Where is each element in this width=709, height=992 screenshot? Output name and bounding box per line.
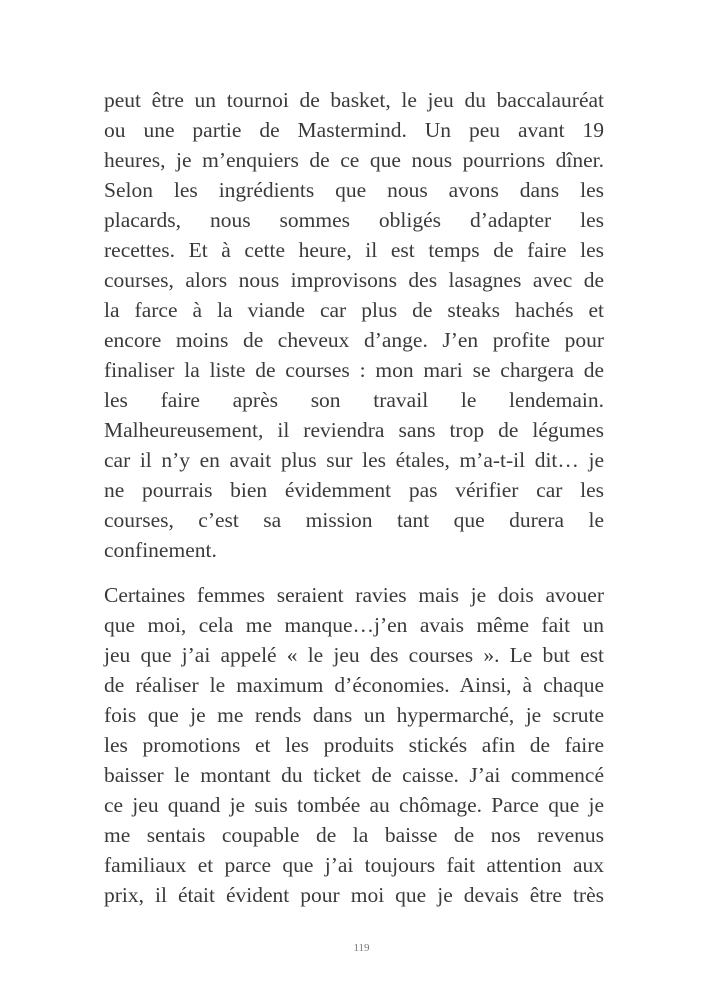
text-line: peut être un tournoi de basket, le jeu du baccalauréat: [104, 88, 604, 112]
text-line: me sentais coupable de la baisse de nos revenus: [104, 823, 604, 847]
text-line: placards, nous sommes obligés d’adapter les: [104, 208, 604, 232]
text-line: les faire après son travail le lendemain.: [104, 388, 604, 412]
text-line: courses, c’est sa mission tant que durera le: [104, 508, 604, 532]
text-line: finaliser la liste de courses : mon mari se chargera de: [104, 358, 604, 382]
text-line: que moi, cela me manque…j’en avais même fait un: [104, 613, 604, 637]
text-line: heures, je m’enquiers de ce que nous pourrions dîner.: [104, 148, 604, 172]
text-line: baisser le montant du ticket de caisse. J’ai commencé: [104, 763, 604, 787]
text-line: jeu que j’ai appelé « le jeu des courses ». Le but est: [104, 643, 604, 667]
text-line: ou une partie de Mastermind. Un peu avant 19: [104, 118, 604, 142]
text-line: fois que je me rends dans un hypermarché, je scrute: [104, 703, 604, 727]
page-number: 119: [353, 942, 370, 954]
text-line: encore moins de cheveux d’ange. J’en profite pour: [104, 328, 604, 352]
text-line: recettes. Et à cette heure, il est temps de faire les: [104, 238, 604, 262]
page-body-text: [104, 85, 604, 910]
text-line: prix, il était évident pour moi que je devais être très: [104, 883, 604, 907]
text-line: la farce à la viande car plus de steaks hachés et: [104, 298, 604, 322]
text-line: de réaliser le maximum d’économies. Ainsi, à chaque: [104, 673, 604, 697]
text-line: Malheureusement, il reviendra sans trop de légumes: [104, 418, 604, 442]
text-line: courses, alors nous improvisons des lasagnes avec de: [104, 268, 604, 292]
paragraph-1: [104, 85, 604, 565]
text-line: les promotions et les produits stickés afin de faire: [104, 733, 604, 757]
text-line: Certaines femmes seraient ravies mais je dois avouer: [104, 583, 604, 607]
paragraph-2: [104, 580, 604, 910]
text-line: ne pourrais bien évidemment pas vérifier car les: [104, 478, 604, 502]
text-line: car il n’y en avait plus sur les étales, m’a-t-il dit… je: [104, 448, 604, 472]
text-line: familiaux et parce que j’ai toujours fait attention aux: [104, 853, 604, 877]
text-line: confinement.: [104, 538, 217, 562]
text-line: ce jeu quand je suis tombée au chômage. Parce que je: [104, 793, 604, 817]
text-line: Selon les ingrédients que nous avons dans les: [104, 178, 604, 202]
